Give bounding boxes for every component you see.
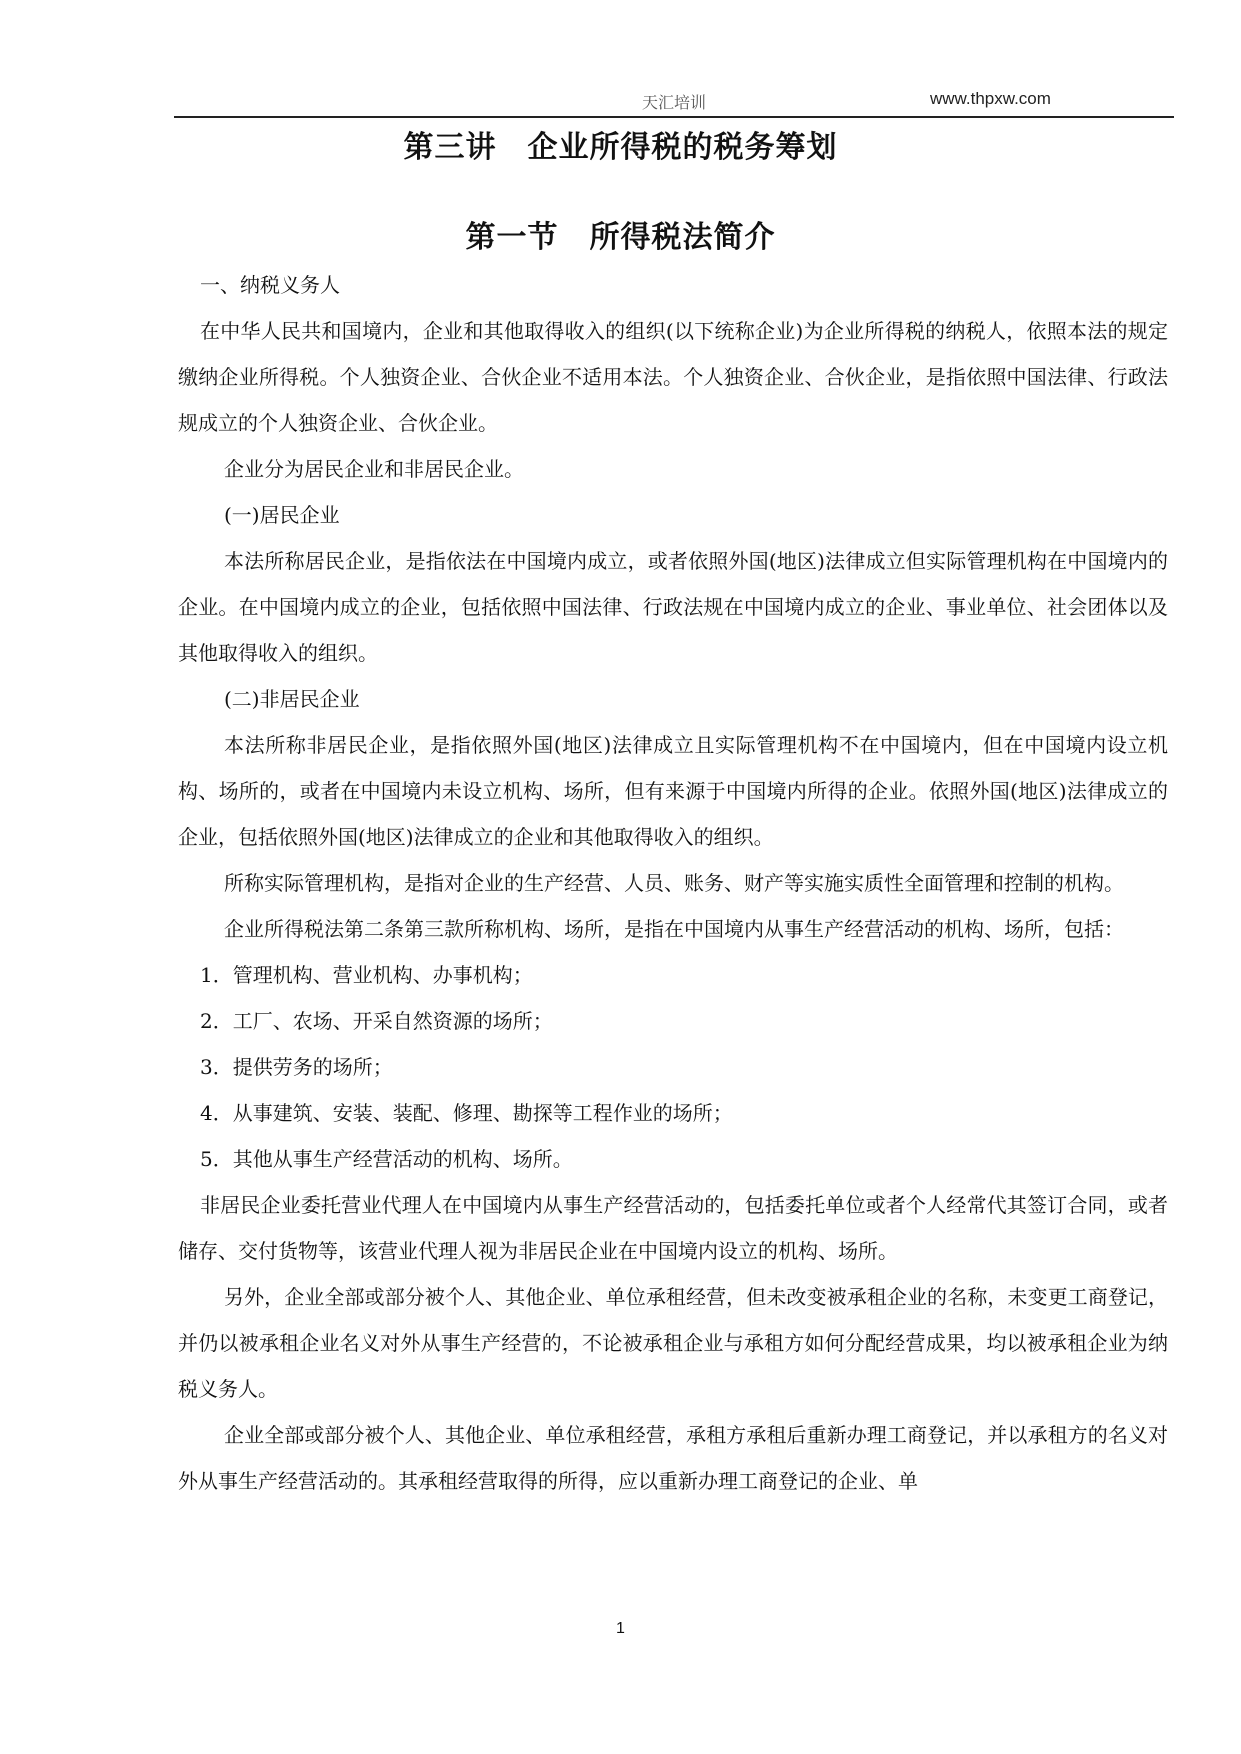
heading-resident-enterprise: (一)居民企业 (224, 503, 340, 527)
paragraph-lease-operation-1: 另外，企业全部或部分被个人、其他企业、单位承租经营，但未改变被承租企业的名称，未变更工商登记，并仍以被承租企业名义对外从事生产经营的，不论被承租企业与承租方如何分配经营成果，均以被承租企业为纳税义务人。 (178, 1285, 1168, 1401)
heading-nonresident-enterprise: (二)非居民企业 (224, 687, 360, 711)
paragraph-resident-enterprise: 本法所称居民企业，是指依法在中国境内成立，或者依照外国(地区)法律成立但实际管理机构在中国境内的企业。在中国境内成立的企业，包括依照中国法律、行政法规在中国境内成立的企业、事业单位、社会团体以及其他取得收入的组织。 (178, 549, 1168, 665)
page-header (174, 86, 1174, 118)
list-item: 2．工厂、农场、开采自然资源的场所； (200, 1009, 553, 1033)
paragraph-taxpayer-definition: 在中华人民共和国境内，企业和其他取得收入的组织(以下统称企业)为企业所得税的纳税人，依照本法的规定缴纳企业所得税。个人独资企业、合伙企业不适用本法。个人独资企业、合伙企业，是指依照中国法律、行政法规成立的个人独资企业、合伙企业。 (178, 319, 1168, 435)
header-website-url: www.thpxw.com (930, 89, 1051, 108)
lecture-title: 第三讲 企业所得税的税务筹划 (403, 130, 838, 165)
list-item: 4．从事建筑、安装、装配、修理、勘探等工程作业的场所； (200, 1101, 733, 1125)
page-number: 1 (616, 1620, 625, 1637)
document-body (178, 262, 1168, 1504)
section-title: 第一节 所得税法简介 (465, 220, 776, 255)
paragraph-article-clause: 企业所得税法第二条第三款所称机构、场所，是指在中国境内从事生产经营活动的机构、场所，包括： (224, 917, 1124, 941)
paragraph-business-agent: 非居民企业委托营业代理人在中国境内从事生产经营活动的，包括委托单位或者个人经常代其签订合同，或者储存、交付货物等，该营业代理人视为非居民企业在中国境内设立的机构、场所。 (178, 1193, 1168, 1263)
paragraph-lease-operation-2: 企业全部或部分被个人、其他企业、单位承租经营，承租方承租后重新办理工商登记，并以承租方的名义对外从事生产经营活动的。其承租经营取得的所得，应以重新办理工商登记的企业、单 (178, 1423, 1168, 1493)
list-item: 5．其他从事生产经营活动的机构、场所。 (200, 1147, 573, 1171)
paragraph-management-body: 所称实际管理机构，是指对企业的生产经营、人员、账务、财产等实施实质性全面管理和控制的机构。 (224, 871, 1124, 895)
heading-taxpayer: 一、纳税义务人 (200, 273, 340, 297)
list-item: 1．管理机构、营业机构、办事机构； (200, 963, 533, 987)
list-item: 3．提供劳务的场所； (200, 1055, 393, 1079)
header-org-name: 天汇培训 (642, 93, 707, 112)
paragraph-enterprise-types: 企业分为居民企业和非居民企业。 (224, 457, 524, 481)
paragraph-nonresident-enterprise: 本法所称非居民企业，是指依照外国(地区)法律成立且实际管理机构不在中国境内，但在中国境内设立机构、场所的，或者在中国境内未设立机构、场所，但有来源于中国境内所得的企业。依照外国(地区)法律成立的企业，包括依照外国(地区)法律成立的企业和其他取得收入的组织。 (178, 733, 1168, 849)
